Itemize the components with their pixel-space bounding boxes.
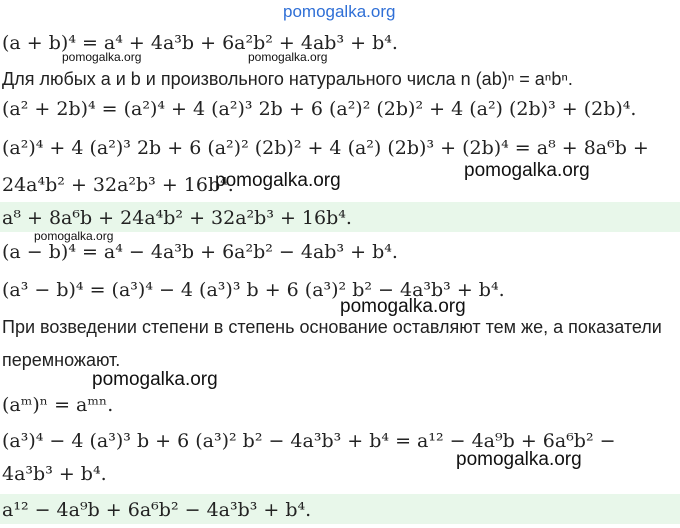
formula-line-4: (a²)⁴ + 4 (a²)³ 2b + 6 (a²)² (2b)² + 4 (a²) (2b)³ + (2b)⁴ = a⁸ + 8a⁶b + — [2, 137, 649, 159]
text-line-2: Для любых a и b и произвольного натурального числа n (ab)ⁿ = aⁿbⁿ. — [2, 69, 573, 89]
watermark: pomogalka.org — [62, 50, 142, 64]
text-line-10: перемножают. — [2, 350, 121, 370]
formula-line-1: (a + b)⁴ = a⁴ + 4a³b + 6a²b² + 4ab³ + b⁴. — [2, 32, 398, 54]
watermark: pomogalka.org — [248, 50, 328, 64]
watermark: pomogalka.org — [340, 296, 466, 317]
watermark: pomogalka.org — [215, 170, 341, 191]
formula-line-13: 4a³b³ + b⁴. — [2, 463, 107, 485]
formula-line-14: a¹² − 4a⁹b + 6a⁶b² − 4a³b³ + b⁴. — [2, 499, 312, 521]
formula-line-3: (a² + 2b)⁴ = (a²)⁴ + 4 (a²)³ 2b + 6 (a²)² (2b)² + 4 (a²) (2b)³ + (2b)⁴. — [2, 98, 637, 120]
formula-line-5: 24a⁴b² + 32a²b³ + 16b⁴. — [2, 174, 234, 196]
watermark: pomogalka.org — [464, 160, 590, 181]
watermark-top: pomogalka.org — [283, 2, 396, 21]
formula-line-7: (a − b)⁴ = a⁴ − 4a³b + 6a²b² − 4ab³ + b⁴. — [2, 241, 398, 263]
watermark: pomogalka.org — [456, 449, 582, 470]
formula-line-6: a⁸ + 8a⁶b + 24a⁴b² + 32a²b³ + 16b⁴. — [2, 207, 352, 229]
text-line-9: При возведении степени в степень основание оставляют тем же, а показатели — [2, 317, 662, 337]
formula-line-12: (a³)⁴ − 4 (a³)³ b + 6 (a³)² b² − 4a³b³ + b⁴ = a¹² − 4a⁹b + 6a⁶b² − — [2, 430, 616, 452]
watermark: pomogalka.org — [92, 369, 218, 390]
formula-line-11: (aᵐ)ⁿ = aᵐⁿ. — [2, 394, 114, 416]
formula-line-8: (a³ − b)⁴ = (a³)⁴ − 4 (a³)³ b + 6 (a³)² b² − 4a³b³ + b⁴. — [2, 279, 505, 301]
watermark: pomogalka.org — [34, 229, 114, 243]
